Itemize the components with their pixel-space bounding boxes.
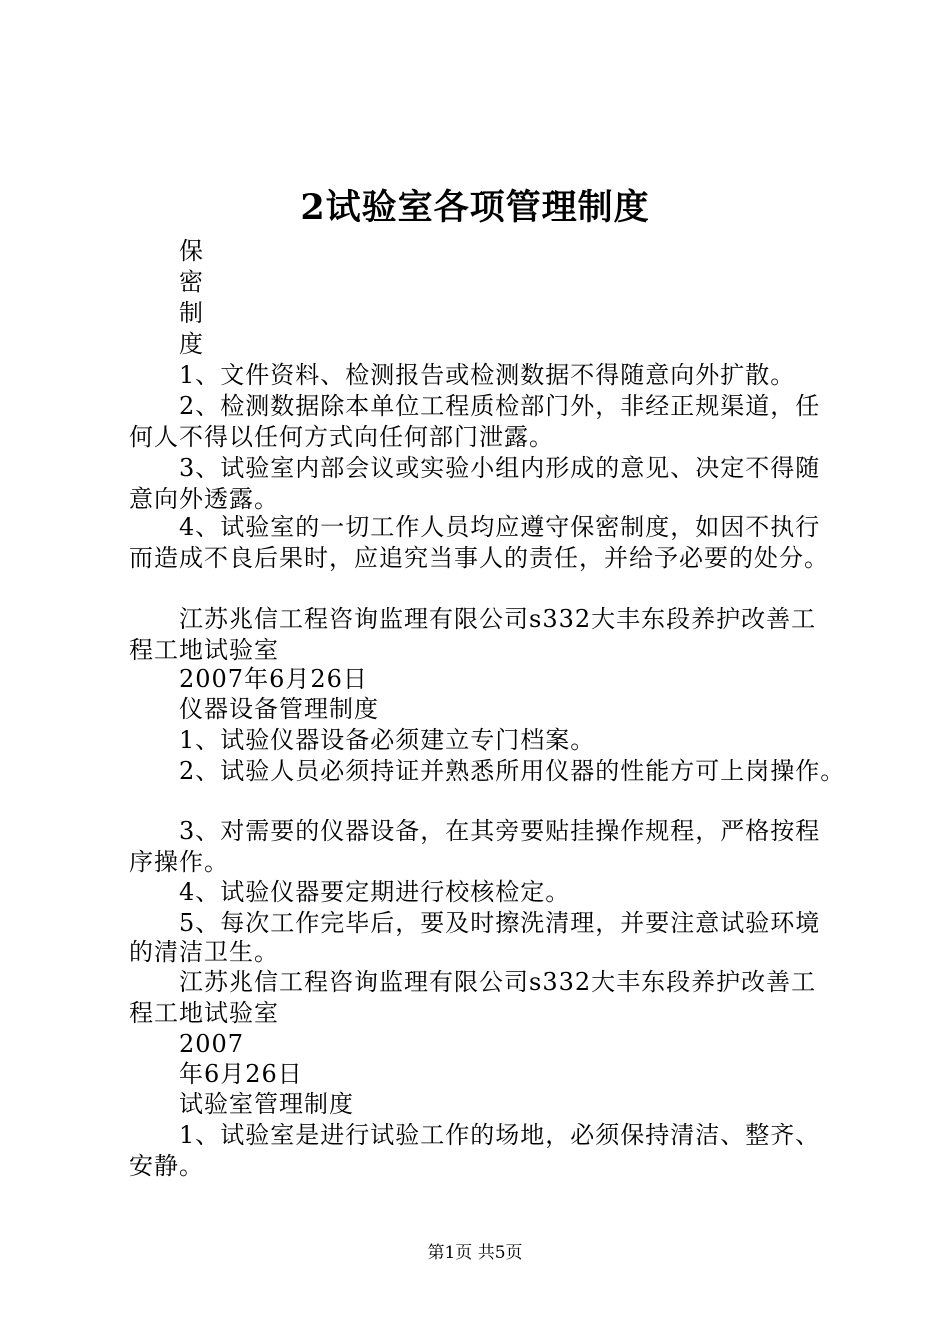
body-line: 4、试验室的一切工作人员均应遵守保密制度，如因不执行 — [179, 513, 821, 541]
date-line: 2007年6月26日 — [179, 665, 368, 693]
body-line: 意向外透露。 — [129, 485, 279, 513]
body-line: 度 — [179, 330, 204, 358]
body-line: 2、试验人员必须持证并熟悉所用仪器的性能方可上岗操作。 — [179, 757, 846, 785]
body-line: 而造成不良后果时，应追究当事人的责任，并给予必要的处分。 — [129, 544, 829, 572]
signature-line: 程工地试验室 — [129, 999, 279, 1027]
body-line: 序操作。 — [129, 848, 229, 876]
body-line: 1、文件资料、检测报告或检测数据不得随意向外扩散。 — [179, 361, 796, 389]
signature-line: 江苏兆信工程咨询监理有限公司s332大丰东段养护改善工 — [179, 968, 817, 996]
signature-line: 江苏兆信工程咨询监理有限公司s332大丰东段养护改善工 — [179, 605, 817, 633]
page-title: 2试验室各项管理制度 — [300, 187, 650, 228]
body-line: 2、检测数据除本单位工程质检部门外，非经正规渠道，任 — [179, 392, 821, 420]
body-line: 1、试验室是进行试验工作的场地，必须保持清洁、整齐、 — [179, 1121, 821, 1149]
body-line: 3、对需要的仪器设备，在其旁要贴挂操作规程，严格按程 — [179, 817, 821, 845]
date-line: 2007 — [179, 1030, 245, 1058]
section-heading: 试验室管理制度 — [179, 1090, 354, 1118]
signature-line: 程工地试验室 — [129, 636, 279, 664]
body-line: 密 — [179, 268, 204, 296]
body-line: 保 — [179, 237, 204, 265]
body-line: 4、试验仪器要定期进行校核检定。 — [179, 878, 571, 906]
page-footer: 第1页 共5页 — [427, 1243, 523, 1263]
body-line: 5、每次工作完毕后，要及时擦洗清理，并要注意试验环境 — [179, 909, 821, 937]
body-line: 的清洁卫生。 — [129, 938, 279, 966]
section-heading: 仪器设备管理制度 — [179, 695, 379, 723]
body-line: 1、试验仪器设备必须建立专门档案。 — [179, 726, 596, 754]
date-line: 年6月26日 — [179, 1060, 303, 1088]
body-line: 何人不得以任何方式向任何部门泄露。 — [129, 423, 554, 451]
body-line: 安静。 — [129, 1152, 204, 1180]
body-line: 制 — [179, 299, 204, 327]
body-line: 3、试验室内部会议或实验小组内形成的意见、决定不得随 — [179, 454, 821, 482]
